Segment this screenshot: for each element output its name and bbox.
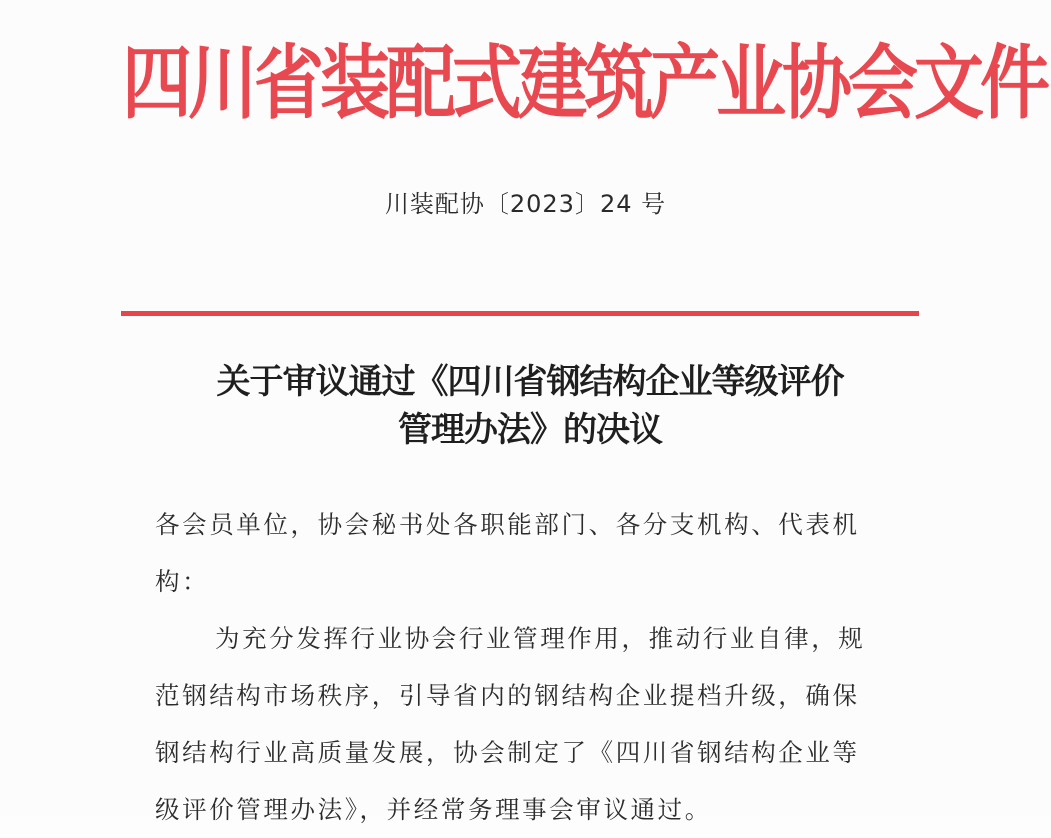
document-body: [155, 496, 895, 838]
document-masthead: 四川省装配式建筑产业协会文件: [122, 35, 1046, 131]
salutation-line: 构：: [155, 567, 210, 596]
paragraph-line: 级评价管理办法》，并经常务理事会审议通过。: [155, 795, 712, 824]
paragraph-line: 为充分发挥行业协会行业管理作用，推动行业自律，规: [215, 624, 866, 653]
salutation-line: 各会员单位，协会秘书处各职能部门、各分支机构、代表机: [155, 510, 860, 539]
paragraph-line: 钢结构行业高质量发展，协会制定了《四川省钢结构企业等: [155, 738, 860, 767]
document-number: 川装配协〔2023〕24 号: [384, 190, 667, 218]
title-line: 关于审议通过《四川省钢结构企业等级评价: [216, 362, 844, 402]
title-line: 管理办法》的决议: [398, 410, 662, 450]
red-divider: [121, 311, 919, 316]
document-title: [140, 358, 920, 454]
paragraph-line: 范钢结构市场秩序，引导省内的钢结构企业提档升级，确保: [155, 681, 860, 710]
